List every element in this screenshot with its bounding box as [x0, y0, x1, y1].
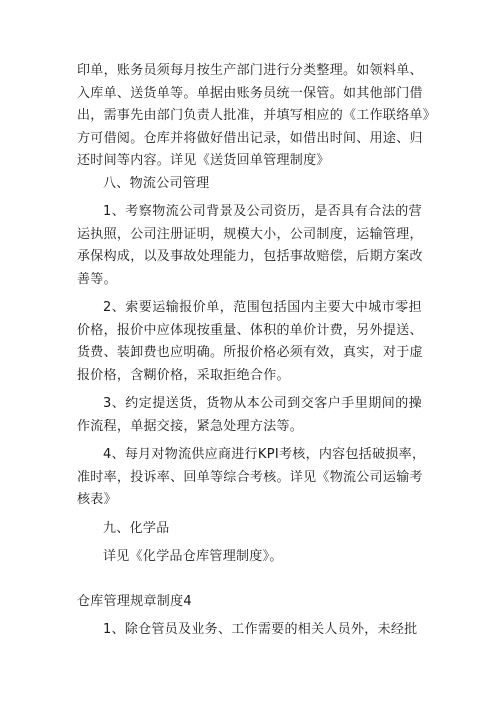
text-line: 善等。 — [77, 271, 117, 287]
text-line: 2、索要运输报价单，范围包括国内主要大中城市零担 — [103, 300, 422, 315]
text-line: 报价格，含糊价格，采取拒绝合作。 — [77, 367, 290, 383]
text-line: 货费、装卸费也应明确。所报价格必须有效，真实，对于虚 — [77, 345, 423, 360]
section-heading-logistics — [77, 173, 422, 196]
text-line: 1、考察物流公司背景及公司资历，是否具有合法的营 — [103, 204, 422, 219]
paragraph-item-3 — [77, 393, 422, 438]
text-line: 印单，账务员须每月按生产部门进行分类整理。如领料单、 — [77, 63, 423, 78]
text-line: 出，需事先由部门负责人批准，并填写相应的《工作联络单》 — [77, 108, 437, 123]
text-line: 3、约定提送货，货物从本公司到交客户手里期间的操 — [103, 396, 422, 411]
text-line: 核表》 — [77, 492, 117, 507]
paragraph-rule-1 — [77, 619, 422, 642]
paragraph-item-2 — [77, 297, 422, 387]
heading-text: 九、化学品 — [103, 520, 170, 536]
text-line: 入库单、送货单等。单据由账务员统一保管。如其他部门借 — [77, 85, 423, 101]
text-line: 1、除仓管员及业务、工作需要的相关人员外，未经批 — [103, 622, 418, 637]
paragraph-item-4 — [77, 444, 426, 512]
heading-text: 八、物流公司管理 — [103, 175, 210, 191]
text-line: 详见《化学品仓库管理制度》。 — [103, 549, 283, 564]
text-line: 4、每月对物流供应商进行KPI考核，内容包括破损率， — [103, 447, 426, 462]
document-body — [77, 60, 437, 642]
text-line: 方可借阅。仓库并将做好借出记录，如借出时间、用途、归 — [77, 130, 423, 146]
text-line: 准时率，投诉率、回单等综合考核。详见《物流公司运输考 — [77, 469, 423, 485]
title-text: 仓库管理规章制度4 — [77, 593, 192, 609]
paragraph-item-1 — [77, 201, 422, 291]
section-heading-chemicals — [77, 518, 422, 541]
paragraph-receipt-management — [77, 60, 437, 173]
text-line: 承保构成，以及事故处理能力，包括事故赔偿，后期方案改 — [77, 249, 423, 264]
paragraph-chemical-reference — [77, 546, 422, 569]
text-line: 作流程，单据交接，紧急处理方法等。 — [77, 418, 304, 434]
text-line: 运执照，公司注册证明，规模大小，公司制度，运输管理， — [77, 226, 423, 242]
text-line: 价格，报价中应体现按重量、体积的单价计费，另外提送、 — [77, 322, 423, 338]
text-line: 还时间等内容。详见《送货回单管理制度》 — [77, 153, 330, 168]
document-section-title — [77, 591, 422, 614]
